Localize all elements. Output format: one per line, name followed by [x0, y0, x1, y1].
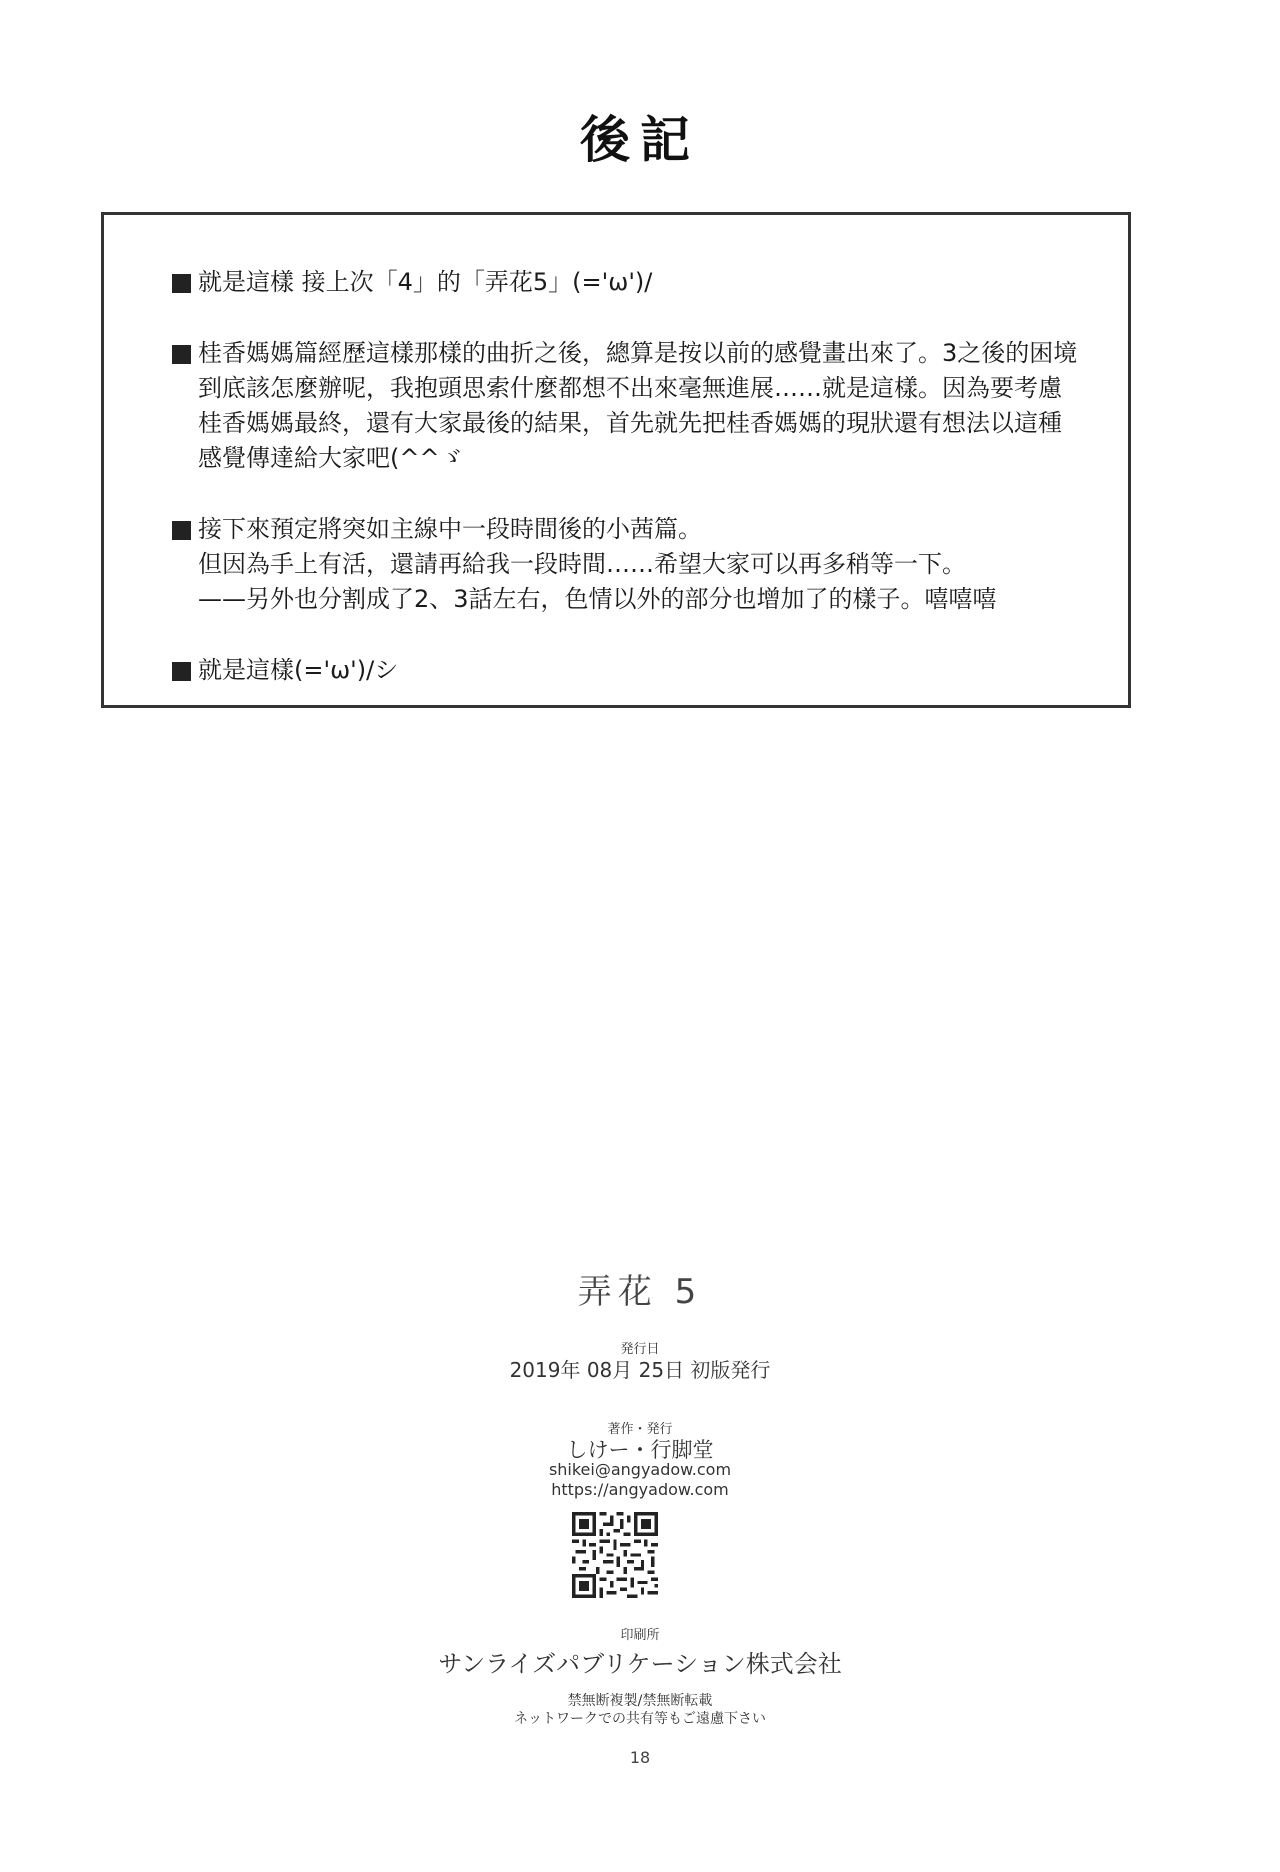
note-line: ——另外也分割成了2、3話左右，色情以外的部分也增加了的樣子。嘻嘻嘻 — [198, 585, 997, 613]
afterword-notes — [172, 265, 1092, 724]
note-line: 就是這樣(='ω')/シ — [198, 656, 399, 684]
sharing-notice: ネットワークでの共有等もご遠慮下さい — [514, 1711, 766, 1727]
author-label: 著作・発行 — [607, 1422, 673, 1437]
note-line: 就是這樣 接上次「4」的「弄花5」(='ω')/ — [198, 268, 653, 296]
note-item — [172, 265, 1092, 300]
square-bullet-icon — [172, 274, 191, 293]
note-line: 到底該怎麼辦呢，我抱頭思索什麼都想不出來毫無進展……就是這樣。因為要考慮 — [198, 374, 1062, 402]
author-name: しけー・行脚堂 — [566, 1438, 714, 1462]
note-line: 桂香媽媽最終，還有大家最後的結果，首先就先把桂香媽媽的現狀還有想法以這種 — [198, 409, 1062, 437]
note-line: 接下來預定將突如主線中一段時間後的小茜篇。 — [198, 515, 702, 543]
note-line: 但因為手上有活，還請再給我一段時間……希望大家可以再多稍等一下。 — [198, 550, 966, 578]
page-number: 18 — [629, 1748, 651, 1767]
note-item — [172, 512, 1092, 617]
note-item — [172, 653, 1092, 688]
qr-code-icon — [572, 1512, 658, 1598]
note-line: 桂香媽媽篇經歷這樣那樣的曲折之後，總算是按以前的感覺畫出來了。3之後的困境 — [198, 339, 1078, 367]
book-title: 弄花 5 — [577, 1272, 703, 1312]
issue-date-label: 発行日 — [620, 1342, 660, 1357]
issue-date: 2019年 08月 25日 初版発行 — [509, 1358, 771, 1382]
printer-name: サンライズパブリケーション株式会社 — [438, 1650, 842, 1678]
square-bullet-icon — [172, 345, 191, 364]
note-line: 感覺傳達給大家吧(^^ゞ — [198, 444, 464, 472]
afterword-box — [101, 212, 1131, 708]
square-bullet-icon — [172, 662, 191, 681]
copyright-notice: 禁無断複製/禁無断転載 — [567, 1693, 713, 1709]
square-bullet-icon — [172, 521, 191, 540]
author-url: https://angyadow.com — [551, 1480, 729, 1499]
printer-label: 印刷所 — [620, 1628, 660, 1643]
note-item — [172, 336, 1092, 476]
author-email: shikei@angyadow.com — [548, 1460, 732, 1479]
page-title: 後記 — [580, 111, 700, 169]
